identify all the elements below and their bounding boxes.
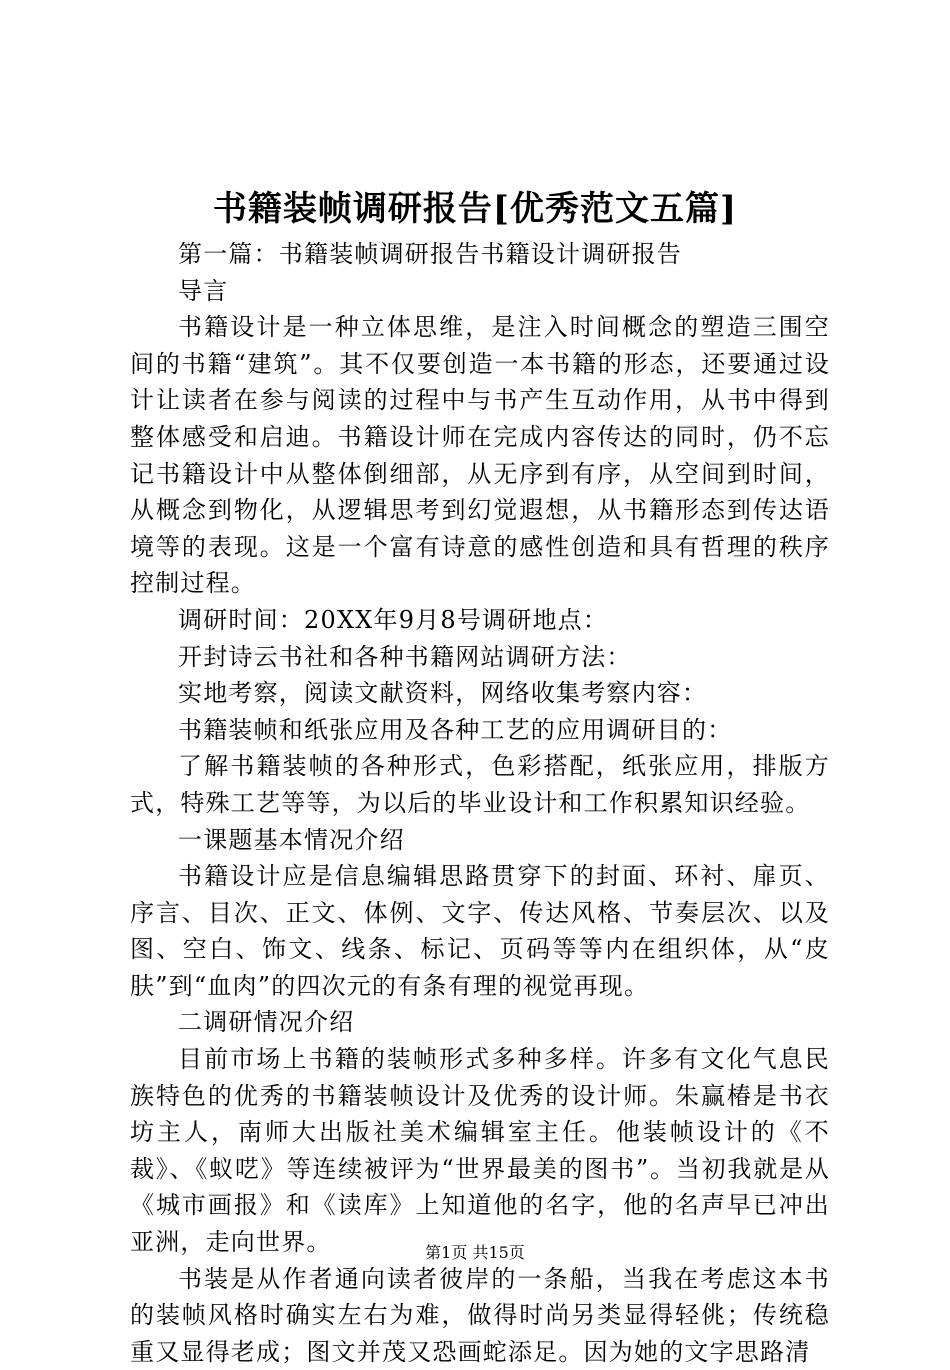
paragraph: 书籍装帧和纸张应用及各种工艺的应用调研目的： — [178, 715, 733, 744]
paragraph: 书籍设计是一种立体思维，是注入时间概念的塑造三围空间的书籍“建筑”。其不仅要创造一本书籍的形态，还要通过设计让读者在参与阅读的过程中与书产生互动作用，从书中得到整体感受和启迪。书籍设计师在完成内容传达的同时，仍不忘记书籍设计中从整体倒细部，从无序到有序，从空间到时间，从概念到物化，从逻辑思考到幻觉遐想，从书籍形态到传达语境等的表现。这是一个富有诗意的感性创造和具有哲理的秩序控制过程。 — [130, 313, 830, 598]
paragraph: 了解书籍装帧的各种形式，色彩搭配，纸张应用，排版方式，特殊工艺等等，为以后的毕业设计和工作积累知识经验。 — [130, 752, 830, 817]
paragraph: 实地考察，阅读文献资料，网络收集考察内容： — [178, 679, 708, 708]
paragraph: 调研时间：20XX年9月8号调研地点： — [178, 605, 609, 634]
paragraph: 书装是从作者通向读者彼岸的一条船，当我在考虑这本书的装帧风格时确实左右为难，做得时尚另类显得轻佻；传统稳重又显得老成；图文并茂又恐画蛇添足。因为她的文字思路清 — [130, 1264, 830, 1366]
section-heading: 二调研情况介绍 — [178, 1008, 355, 1037]
paragraph: 目前市场上书籍的装帧形式多种多样。许多有文化气息民族特色的优秀的书籍装帧设计及优秀的设计师。朱赢椿是书衣坊主人，南师大出版社美术编辑室主任。他装帧设计的《不裁》、《蚁呓》等连续被评为“世界最美的图书”。当初我就是从《城市画报》和《读库》上知道他的名字，他的名声早已冲出亚洲，走向世界。 — [130, 1045, 830, 1257]
paragraph-chapter-heading: 第一篇：书籍装帧调研报告书籍设计调研报告 — [178, 240, 682, 268]
page-number-footer: 第1页 共15页 — [425, 1243, 525, 1262]
document-title: 书籍装帧调研报告[优秀范文五篇] — [212, 189, 738, 229]
paragraph-introduction-heading: 导言 — [178, 276, 229, 305]
document-body — [130, 236, 830, 1370]
paragraph: 书籍设计应是信息编辑思路贯穿下的封面、环衬、扉页、序言、目次、正文、体例、文字、传达风格、节奏层次、以及图、空白、饰文、线条、标记、页码等等内在组织体，从“皮肤”到“血肉”的四次元的有条有理的视觉再现。 — [130, 862, 830, 1000]
section-heading: 一课题基本情况介绍 — [178, 825, 405, 854]
paragraph: 开封诗云书社和各种书籍网站调研方法： — [178, 642, 632, 671]
